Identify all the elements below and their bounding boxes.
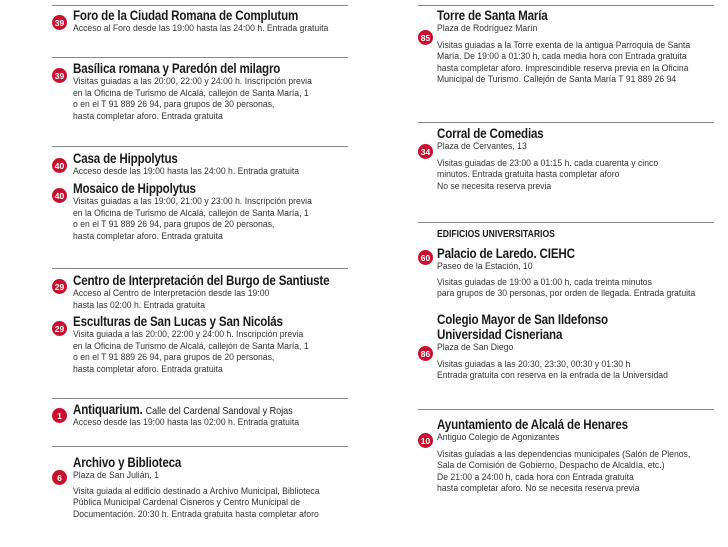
divider bbox=[52, 398, 348, 399]
venue-address: Antiguo Colegio de Agonizantes bbox=[437, 432, 560, 443]
map-number-badge: 39 bbox=[52, 68, 67, 83]
venue-text-line: Visitas guiadas a la Torre exenta de la antigua Parroquia de Santa bbox=[437, 39, 691, 51]
section-heading: EDIFICIOS UNIVERSITARIOS bbox=[437, 229, 555, 240]
venue-text-line: en la Oficina de Turismo de Alcalá, callejón de Santa María, 1 bbox=[73, 87, 309, 99]
venue-text-line: Visitas guiadas a las 20:00, 22:00 y 24:00 h. Inscripción previa bbox=[73, 76, 312, 87]
venue-entry bbox=[73, 61, 338, 122]
venue-title: Basílica romana y Paredón del milagro bbox=[73, 61, 281, 76]
venue-text-line: hasta completar aforo. Entrada gratuita bbox=[73, 230, 223, 242]
divider bbox=[418, 222, 714, 223]
venue-text-line: Municipal de Turismo. Callejón de Santa María T 91 889 26 94 bbox=[437, 74, 677, 86]
venue-text-line: hasta completar aforo. Entrada gratuita bbox=[73, 363, 223, 375]
divider bbox=[418, 122, 714, 123]
venue-title: Mosaico de Hippolytus bbox=[73, 181, 196, 196]
venue-text-line: Acceso desde las 19:00 hasta las 24:00 h. Entrada gratuita bbox=[73, 166, 300, 177]
divider bbox=[52, 57, 348, 58]
divider bbox=[52, 146, 348, 147]
venue-text-line: para grupos de 30 personas, por orden de llegada. Entrada gratuita bbox=[437, 288, 696, 300]
map-number-badge: 29 bbox=[52, 279, 67, 294]
venue-entry bbox=[73, 273, 371, 311]
venue-text-line: o en el T 91 889 26 94, para grupos de 20 personas, bbox=[73, 352, 275, 364]
venue-entry bbox=[437, 246, 724, 300]
venue-text-line: Acceso al Foro desde las 19:00 hasta las 24:00 h. Entrada gratuita bbox=[73, 23, 329, 34]
divider bbox=[418, 409, 714, 410]
map-number-badge: 29 bbox=[52, 321, 67, 336]
venue-text-line: en la Oficina de Turismo de Alcalá, callejón de Santa María, 1 bbox=[73, 340, 309, 352]
venue-text-line: hasta las 02:00 h. Entrada gratuita bbox=[73, 299, 206, 311]
venue-entry bbox=[437, 312, 694, 382]
venue-text-line: Visita guiada a las 20:00, 22:00 y 24:00 h. Inscripción previa bbox=[73, 329, 304, 340]
venue-title: Colegio Mayor de San Ildefonso bbox=[437, 312, 608, 327]
venue-text-line: Sala de Comisión de Gobierno, Despacho de Alcaldía, etc.) bbox=[437, 460, 665, 472]
venue-address: Paseo de la Estación, 10 bbox=[437, 261, 533, 272]
venue-address: Calle del Cardenal Sandoval y Rojas bbox=[145, 405, 293, 417]
venue-entry bbox=[73, 151, 324, 178]
venue-text-line: Visitas guiadas a las dependencias municipales (Salón de Plenos, bbox=[437, 448, 691, 460]
venue-title: Antiquarium. Calle del Cardenal Sandoval y Rojas bbox=[73, 402, 293, 417]
divider bbox=[52, 268, 348, 269]
venue-entry bbox=[437, 8, 718, 86]
divider bbox=[418, 5, 714, 6]
venue-text-line: en la Oficina de Turismo de Alcalá, callejón de Santa María, 1 bbox=[73, 207, 309, 219]
venue-text-line: o en el T 91 889 26 94, para grupos de 20 personas, bbox=[73, 219, 275, 231]
venue-title: Corral de Comedias bbox=[437, 126, 544, 141]
venue-title-line-2: Universidad Cisneriana bbox=[437, 327, 563, 342]
venue-address: Plaza de Cervantes, 13 bbox=[437, 141, 527, 152]
venue-text-line: Visita guiada al edificio destinado a Archivo Municipal, Biblioteca bbox=[73, 485, 320, 497]
map-number-badge: 40 bbox=[52, 158, 67, 173]
map-number-badge: 6 bbox=[52, 470, 67, 485]
venue-text-line: Visitas guiadas a las 20:30, 23:30, 00:30 y 01:30 h bbox=[437, 358, 631, 370]
venue-entry bbox=[437, 126, 683, 192]
venue-text-line: o en el T 91 889 26 94, para grupos de 30 personas, bbox=[73, 99, 275, 111]
venue-title: Esculturas de San Lucas y San Nicolás bbox=[73, 314, 283, 329]
map-number-badge: 40 bbox=[52, 188, 67, 203]
venue-entry bbox=[73, 314, 335, 375]
map-number-badge: 85 bbox=[418, 30, 433, 45]
venue-text-line: Visitas guiadas de 19:00 a 01:00 h, cada treinta minutos bbox=[437, 276, 652, 288]
map-number-badge: 39 bbox=[52, 15, 67, 30]
venue-text-line: hasta completar aforo. Entrada gratuita bbox=[73, 110, 223, 122]
venue-title: Archivo y Biblioteca bbox=[73, 455, 182, 470]
venue-entry bbox=[73, 402, 328, 429]
venue-address: Plaza de San Julián, 1 bbox=[73, 470, 159, 481]
map-number-badge: 86 bbox=[418, 346, 433, 361]
venue-text-line: minutos. Entrada gratuita hasta completar aforo bbox=[437, 169, 620, 181]
venue-entry bbox=[73, 8, 357, 35]
venue-address: Plaza de Rodríguez Marín bbox=[437, 23, 538, 34]
map-number-badge: 60 bbox=[418, 250, 433, 265]
venue-text-line: De 21:00 a 24:00 h, cada hora con Entrada gratuita bbox=[437, 471, 634, 483]
venue-entry bbox=[73, 181, 338, 242]
venue-entry bbox=[73, 455, 347, 520]
map-number-badge: 10 bbox=[418, 433, 433, 448]
map-number-badge: 1 bbox=[52, 408, 67, 423]
venue-title: Ayuntamiento de Alcalá de Henares bbox=[437, 417, 628, 432]
venue-text-line: No se necesita reserva previa bbox=[437, 180, 552, 192]
map-number-badge: 34 bbox=[418, 144, 433, 159]
divider bbox=[52, 446, 348, 447]
venue-title: Centro de Interpretación del Burgo de Santiuste bbox=[73, 273, 330, 288]
venue-text-line: Documentación. 20:30 h. Entrada gratuita hasta completar aforo bbox=[73, 508, 319, 520]
venue-text-line: hasta completar aforo. No se necesita reserva previa bbox=[437, 483, 640, 495]
venue-address: Plaza de San Diego bbox=[437, 342, 514, 353]
venue-text-line: Entrada gratuita con reserva en la entrada de la Universidad bbox=[437, 370, 668, 382]
venue-entry bbox=[437, 417, 718, 495]
venue-text-line: Visitas guiadas a las 19:00, 21:00 y 23:00 h. Inscripción previa bbox=[73, 196, 312, 207]
venue-text-line: Acceso desde las 19:00 hasta las 02:00 h. Entrada gratuita bbox=[73, 417, 300, 428]
venue-text-line: María. De 19:00 a 01:30 h, cada media hora con Entrada gratuita bbox=[437, 51, 687, 63]
venue-title: Palacio de Laredo. CIEHC bbox=[437, 246, 575, 261]
venue-title: Casa de Hippolytus bbox=[73, 151, 178, 166]
venue-text-line: Acceso al Centro de Interpretación desde las 19:00 bbox=[73, 288, 270, 299]
venue-title: Foro de la Ciudad Romana de Complutum bbox=[73, 8, 299, 23]
venue-title: Torre de Santa María bbox=[437, 8, 548, 23]
venue-text-line: Pública Municipal Cardenal Cisneros y Centro Municipal de bbox=[73, 497, 301, 509]
venue-text-line: hasta completar aforo. Imprescindible reserva previa en la Oficina bbox=[437, 62, 689, 74]
venue-text-line: Visitas guiadas de 23:00 a 01:15 h. cada cuarenta y cinco bbox=[437, 157, 659, 169]
divider bbox=[52, 5, 348, 6]
